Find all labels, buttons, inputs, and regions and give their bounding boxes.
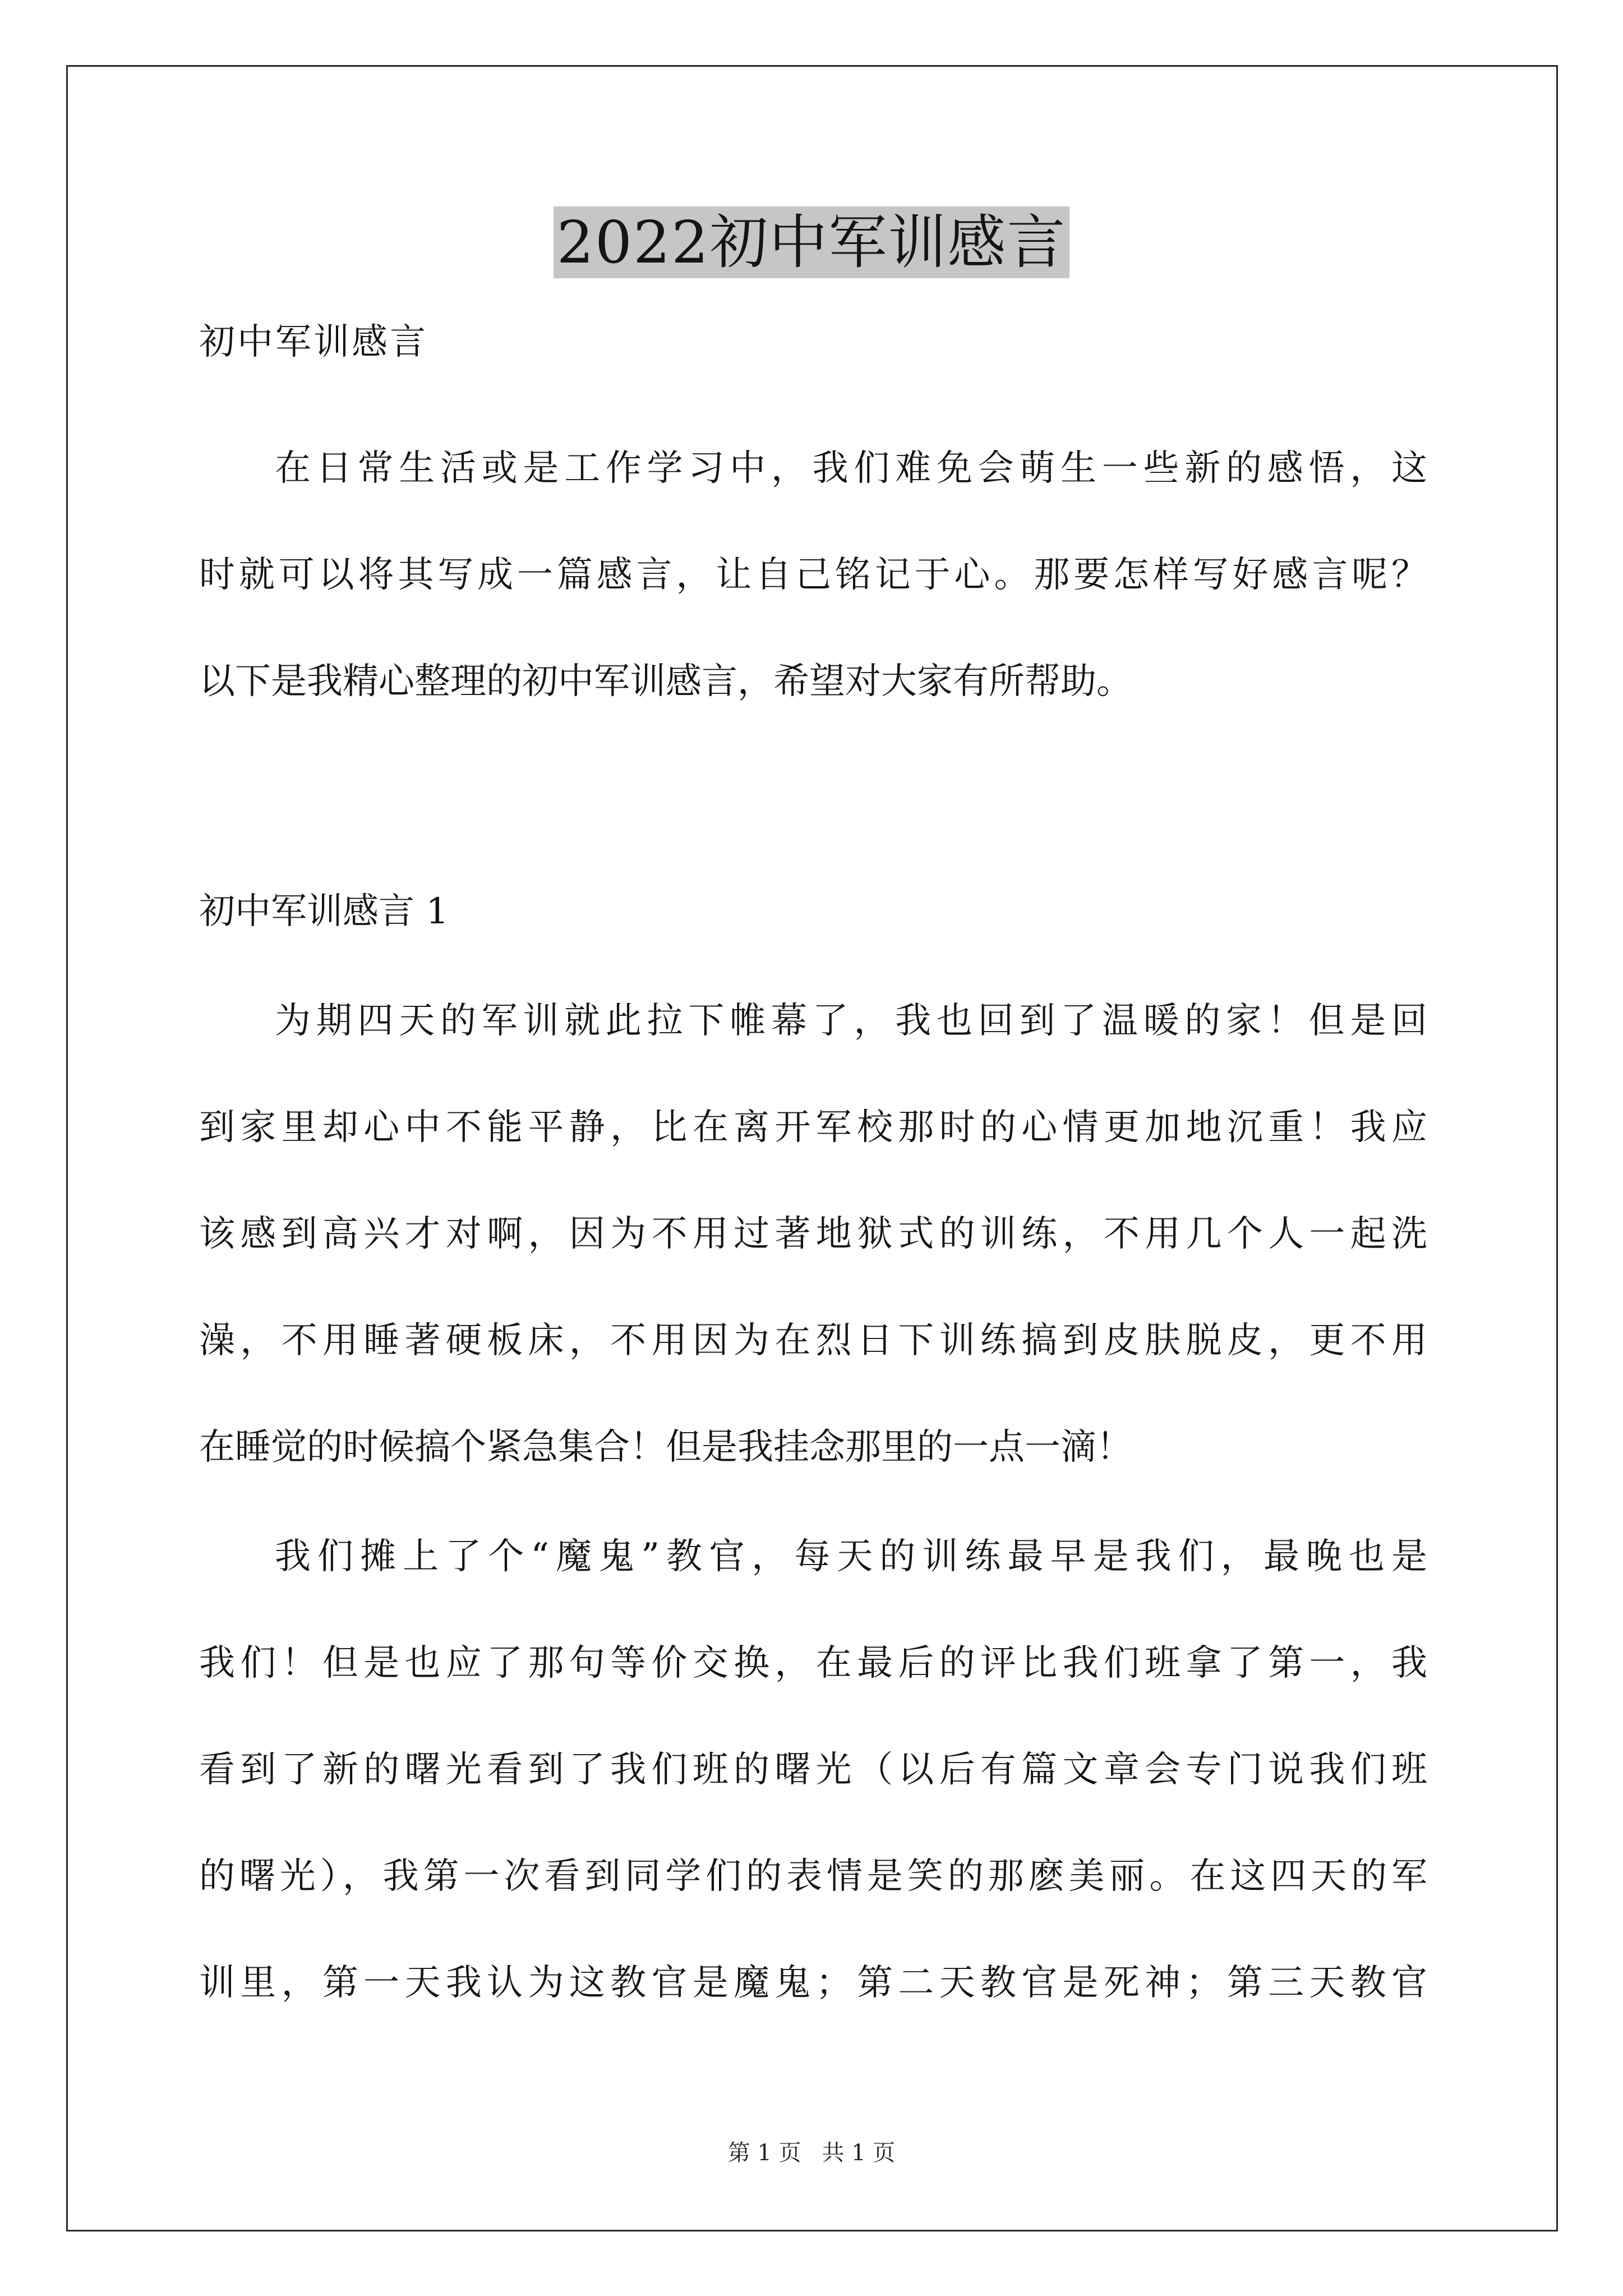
section1-p2-line-5: 训里，第一天我认为这教官是魔鬼；第二天教官是死神；第三天教官: [199, 1962, 1427, 2004]
section1-p1-line-5: 在睡觉的时候搞个紧急集合！但是我挂念那里的一点一滴！: [199, 1427, 1132, 1468]
page-total: 共 1 页: [822, 2140, 896, 2166]
section1-p2-line-1: 我们摊上了个“魔鬼”教官，每天的训练最早是我们，最晚也是: [275, 1536, 1427, 1577]
intro-heading: 初中军训感言: [199, 321, 428, 363]
intro-line-3: 以下是我精心整理的初中军训感言，希望对大家有所帮助。: [199, 661, 1132, 702]
intro-line-2: 时就可以将其写成一篇感言，让自己铭记于心。那要怎样写好感言呢？: [199, 554, 1427, 596]
section1-p2-line-2: 我们！但是也应了那句等价交换，在最后的评比我们班拿了第一，我: [199, 1642, 1427, 1684]
section1-p1-line-3: 该感到高兴才对啊，因为不用过著地狱式的训练，不用几个人一起洗: [199, 1213, 1427, 1255]
page-number: 第 1 页: [727, 2140, 801, 2166]
page-footer: [0, 2136, 1623, 2170]
intro-line-1: 在日常生活或是工作学习中，我们难免会萌生一些新的感悟，这: [275, 448, 1427, 489]
section1-p1-line-1: 为期四天的军训就此拉下帷幕了，我也回到了温暖的家！但是回: [275, 1000, 1427, 1042]
document-title: 2022初中军训感言: [554, 206, 1070, 278]
section1-p2-line-4: 的曙光），我第一次看到同学们的表情是笑的那麽美丽。在这四天的军: [199, 1856, 1427, 1897]
section1-p1-line-4: 澡，不用睡著硬板床，不用因为在烈日下训练搞到皮肤脱皮，更不用: [199, 1320, 1427, 1361]
section1-p1-line-2: 到家里却心中不能平静，比在离开军校那时的心情更加地沉重！我应: [199, 1107, 1427, 1148]
title-container: [0, 206, 1623, 278]
section1-heading: 初中军训感言 1: [199, 891, 449, 932]
section1-p2-line-3: 看到了新的曙光看到了我们班的曙光（以后有篇文章会专门说我们班: [199, 1749, 1427, 1791]
